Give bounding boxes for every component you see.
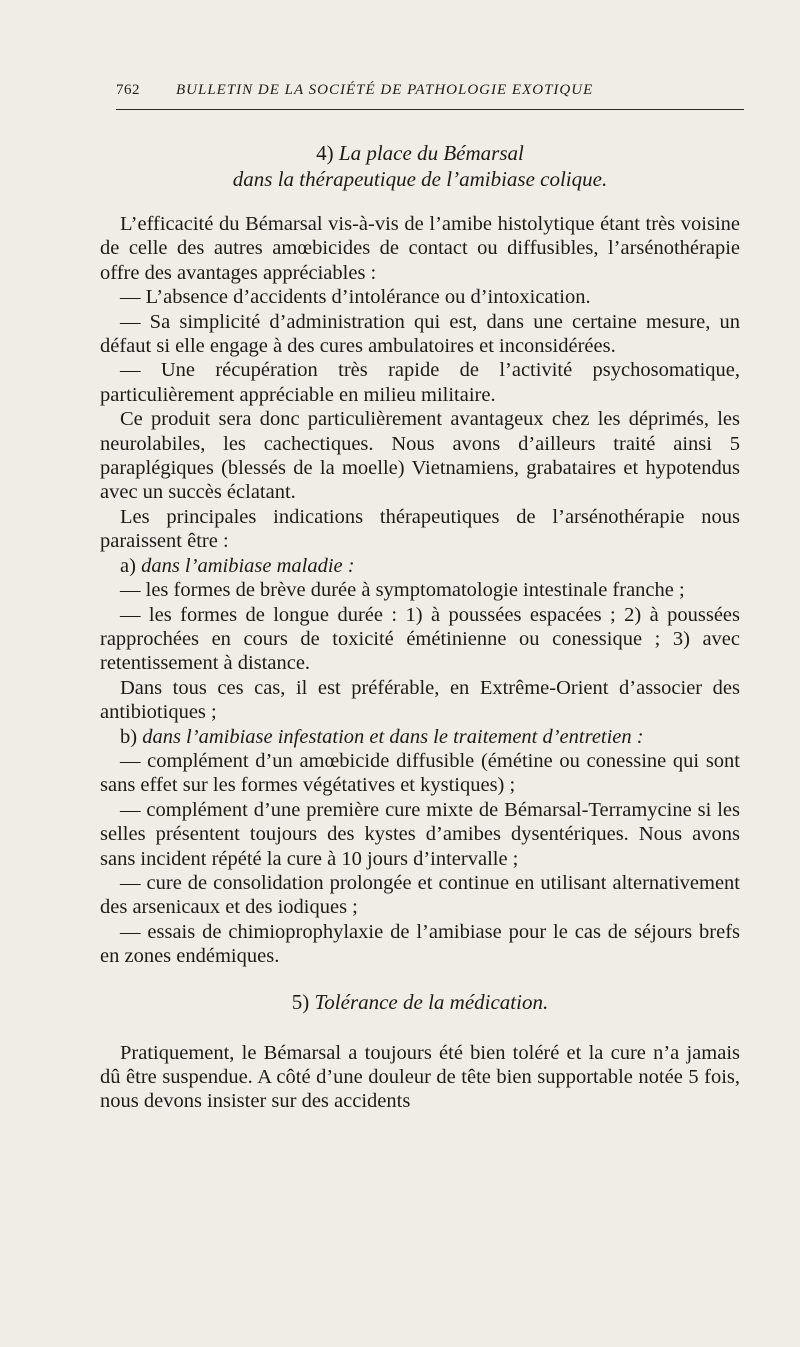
section-4-title-line2: dans la thérapeutique de l’amibiase colique. bbox=[232, 167, 608, 191]
list-label-a: a) bbox=[120, 554, 136, 577]
section-4-title-line1: La place du Bémarsal bbox=[338, 141, 524, 165]
paragraph: — les formes de longue durée : 1) à poussées espacées ; 2) à poussées rapprochées en cours de toxicité émétinienne ou conessique ; 3) avec retentissement à distance. bbox=[100, 603, 740, 675]
journal-title: BULLETIN DE LA SOCIÉTÉ DE PATHOLOGIE EXOTIQUE bbox=[176, 82, 594, 98]
paragraph: — complément d’une première cure mixte de Bémarsal-Terramycine si les selles présentent toujours des kystes d’amibes dysentériques. Nous avons sans incident répété la cure à 10 jours d’intervalle ; bbox=[100, 798, 740, 870]
paragraph: Les principales indications thérapeutiques de l’arsénothérapie nous paraissent être : bbox=[100, 505, 740, 553]
section-4-heading bbox=[100, 140, 740, 192]
page-number: 762 bbox=[116, 82, 140, 98]
paragraph: — Une récupération très rapide de l’activité psychosomatique, particulièrement appréciable en milieu militaire. bbox=[100, 359, 740, 406]
paragraph: L’efficacité du Bémarsal vis-à-vis de l’amibe histolytique étant très voisine de celle des autres amœbicides de contact ou diffusibles, l’arsénothérapie offre des avantages appréciables : bbox=[100, 213, 740, 284]
page-body bbox=[100, 140, 740, 1114]
paragraph: — les formes de brève durée à symptomatologie intestinale franche ; bbox=[120, 579, 685, 602]
section-5-heading bbox=[100, 989, 740, 1015]
paragraph: Ce produit sera donc particulièrement avantageux chez les déprimés, les neurolabiles, les cachectiques. Nous avons d’ailleurs traité ainsi 5 paraplégiques (blessés de la moelle) Vietnamiens, grabataires et hypotendus avec un succès éclatant. bbox=[100, 408, 740, 504]
list-heading-b bbox=[100, 725, 740, 749]
list-heading-b-text: dans l’amibiase infestation et dans le traitement d’entretien : bbox=[142, 725, 644, 748]
paragraph: — essais de chimioprophylaxie de l’amibiase pour le cas de séjours brefs en zones endémiques. bbox=[100, 920, 740, 968]
paragraph: — L’absence d’accidents d’intolérance ou d’intoxication. bbox=[120, 286, 591, 309]
paragraph: — complément d’un amœbicide diffusible (émétine ou conessine qui sont sans effet sur les formes végétatives et kystiques) ; bbox=[100, 749, 740, 797]
paragraph: — cure de consolidation prolongée et continue en utilisant alternativement des arsenicaux et des iodiques ; bbox=[100, 871, 740, 919]
header-rule bbox=[116, 109, 744, 110]
section-4-number: 4) bbox=[316, 141, 334, 165]
running-header bbox=[116, 78, 744, 104]
section-5-title: Tolérance de la médication. bbox=[314, 989, 549, 1014]
paragraph: Dans tous ces cas, il est préférable, en Extrême-Orient d’associer des antibiotiques ; bbox=[100, 676, 740, 724]
list-label-b: b) bbox=[120, 725, 138, 748]
list-heading-a bbox=[100, 554, 740, 578]
paragraph: — Sa simplicité d’administration qui est, dans une certaine mesure, un défaut si elle engage à des cures ambulatoires et inconsidérées. bbox=[100, 310, 740, 358]
list-heading-a-text: dans l’amibiase maladie : bbox=[141, 554, 355, 577]
paragraph: Pratiquement, le Bémarsal a toujours été bien toléré et la cure n’a jamais dû être suspendue. A côté d’une douleur de tête bien supportable notée 5 fois, nous devons insister sur des accidents bbox=[100, 1041, 740, 1113]
section-5-number: 5) bbox=[291, 989, 310, 1014]
